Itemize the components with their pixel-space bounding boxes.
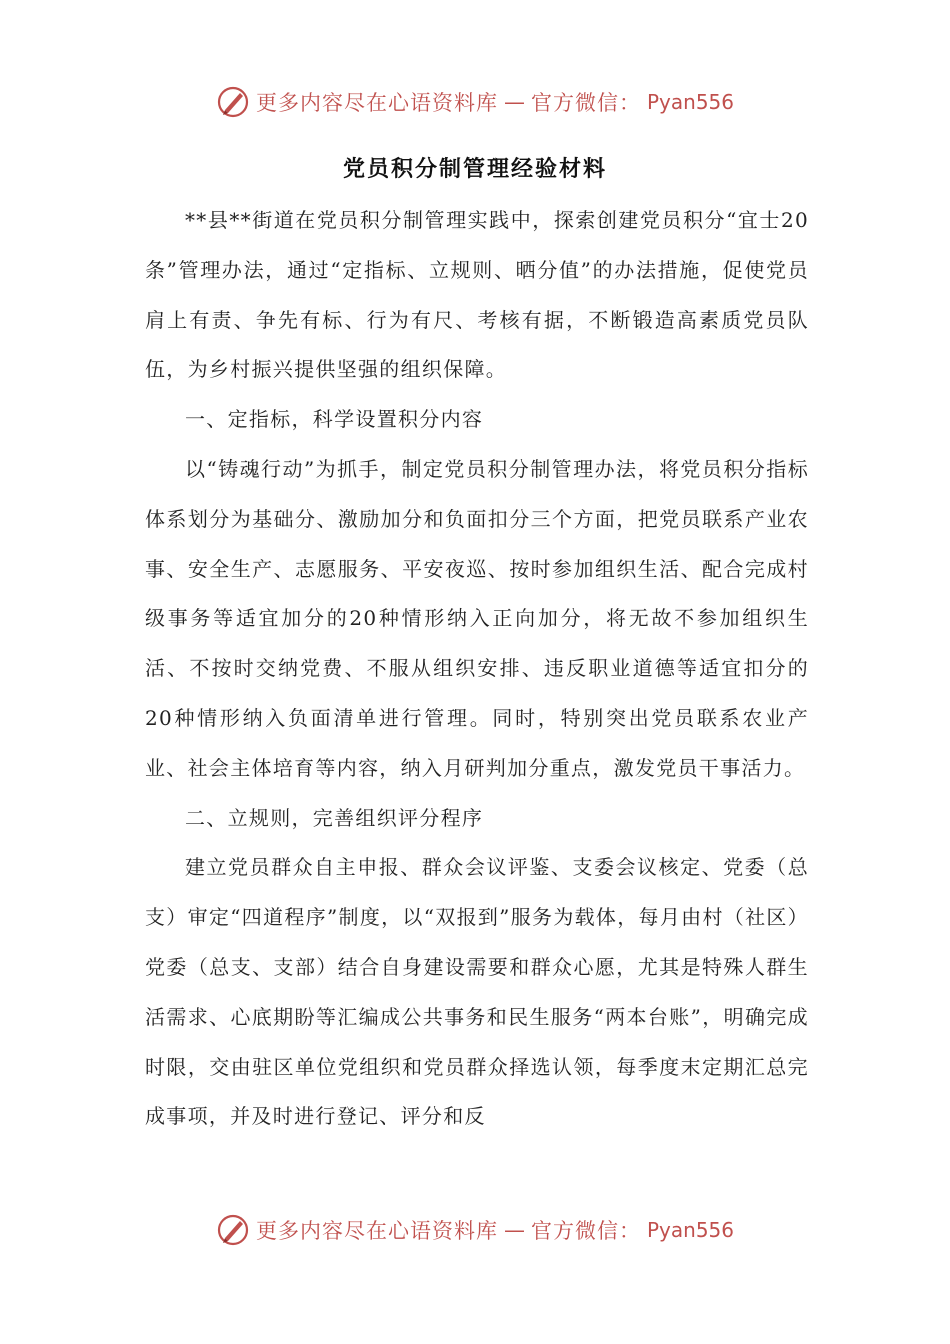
watermark-dash: — [503,90,525,114]
intro-paragraph: **县**街道在党员积分制管理实践中，探索创建党员积分“宜士20条”管理办法，通过“定指标、立规则、晒分值”的办法措施，促使党员肩上有责、争先有标、行为有尺、考核有据，不断锻造高素质党员队伍，为乡村振兴提供坚强的组织保障。 [145,208,809,382]
pen-logo-icon [216,85,250,119]
pen-logo-icon [216,1213,250,1247]
document-body [145,196,809,1142]
watermark-wechat-id: Pyan556 [646,90,734,114]
section-heading-2: 二、立规则，完善组织评分程序 [185,805,484,830]
document-title: 党员积分制管理经验材料 [342,157,607,182]
watermark-label: 官方微信： [530,1219,641,1243]
header-watermark [0,80,950,124]
section-heading-1: 一、定指标，科学设置积分内容 [185,407,484,432]
watermark-label: 官方微信： [530,91,641,115]
section-paragraph-1: 以“铸魂行动”为抓手，制定党员积分制管理办法，将党员积分指标体系划分为基础分、激励加分和负面扣分三个方面，把党员联系产业农事、安全生产、志愿服务、平安夜巡、按时参加组织生活、配合完成村级事务等适宜加分的20种情形纳入正向加分，将无故不参加组织生活、不按时交纳党费、不服从组织安排、违反职业道德等适宜扣分的20种情形纳入负面清单进行管理。同时，特别突出党员联系农业产业、社会主体培育等内容，纳入月研判加分重点，激发党员干事活力。 [145,456,809,780]
watermark-dash: — [503,1218,525,1242]
watermark-wechat-id: Pyan556 [646,1218,734,1242]
watermark-text: 更多内容尽在心语资料库 [255,91,498,115]
watermark-text: 更多内容尽在心语资料库 [255,1219,498,1243]
footer-watermark [0,1208,950,1252]
section-paragraph-2: 建立党员群众自主申报、群众会议评鉴、支委会议核定、党委（总支）审定“四道程序”制度，以“双报到”服务为载体，每月由村（社区）党委（总支、支部）结合自身建设需要和群众心愿，尤其是特殊人群生活需求、心底期盼等汇编成公共事务和民生服务“两本台账”，明确完成时限，交由驻区单位党组织和党员群众择选认领，每季度末定期汇总完成事项，并及时进行登记、评分和反 [145,855,809,1129]
